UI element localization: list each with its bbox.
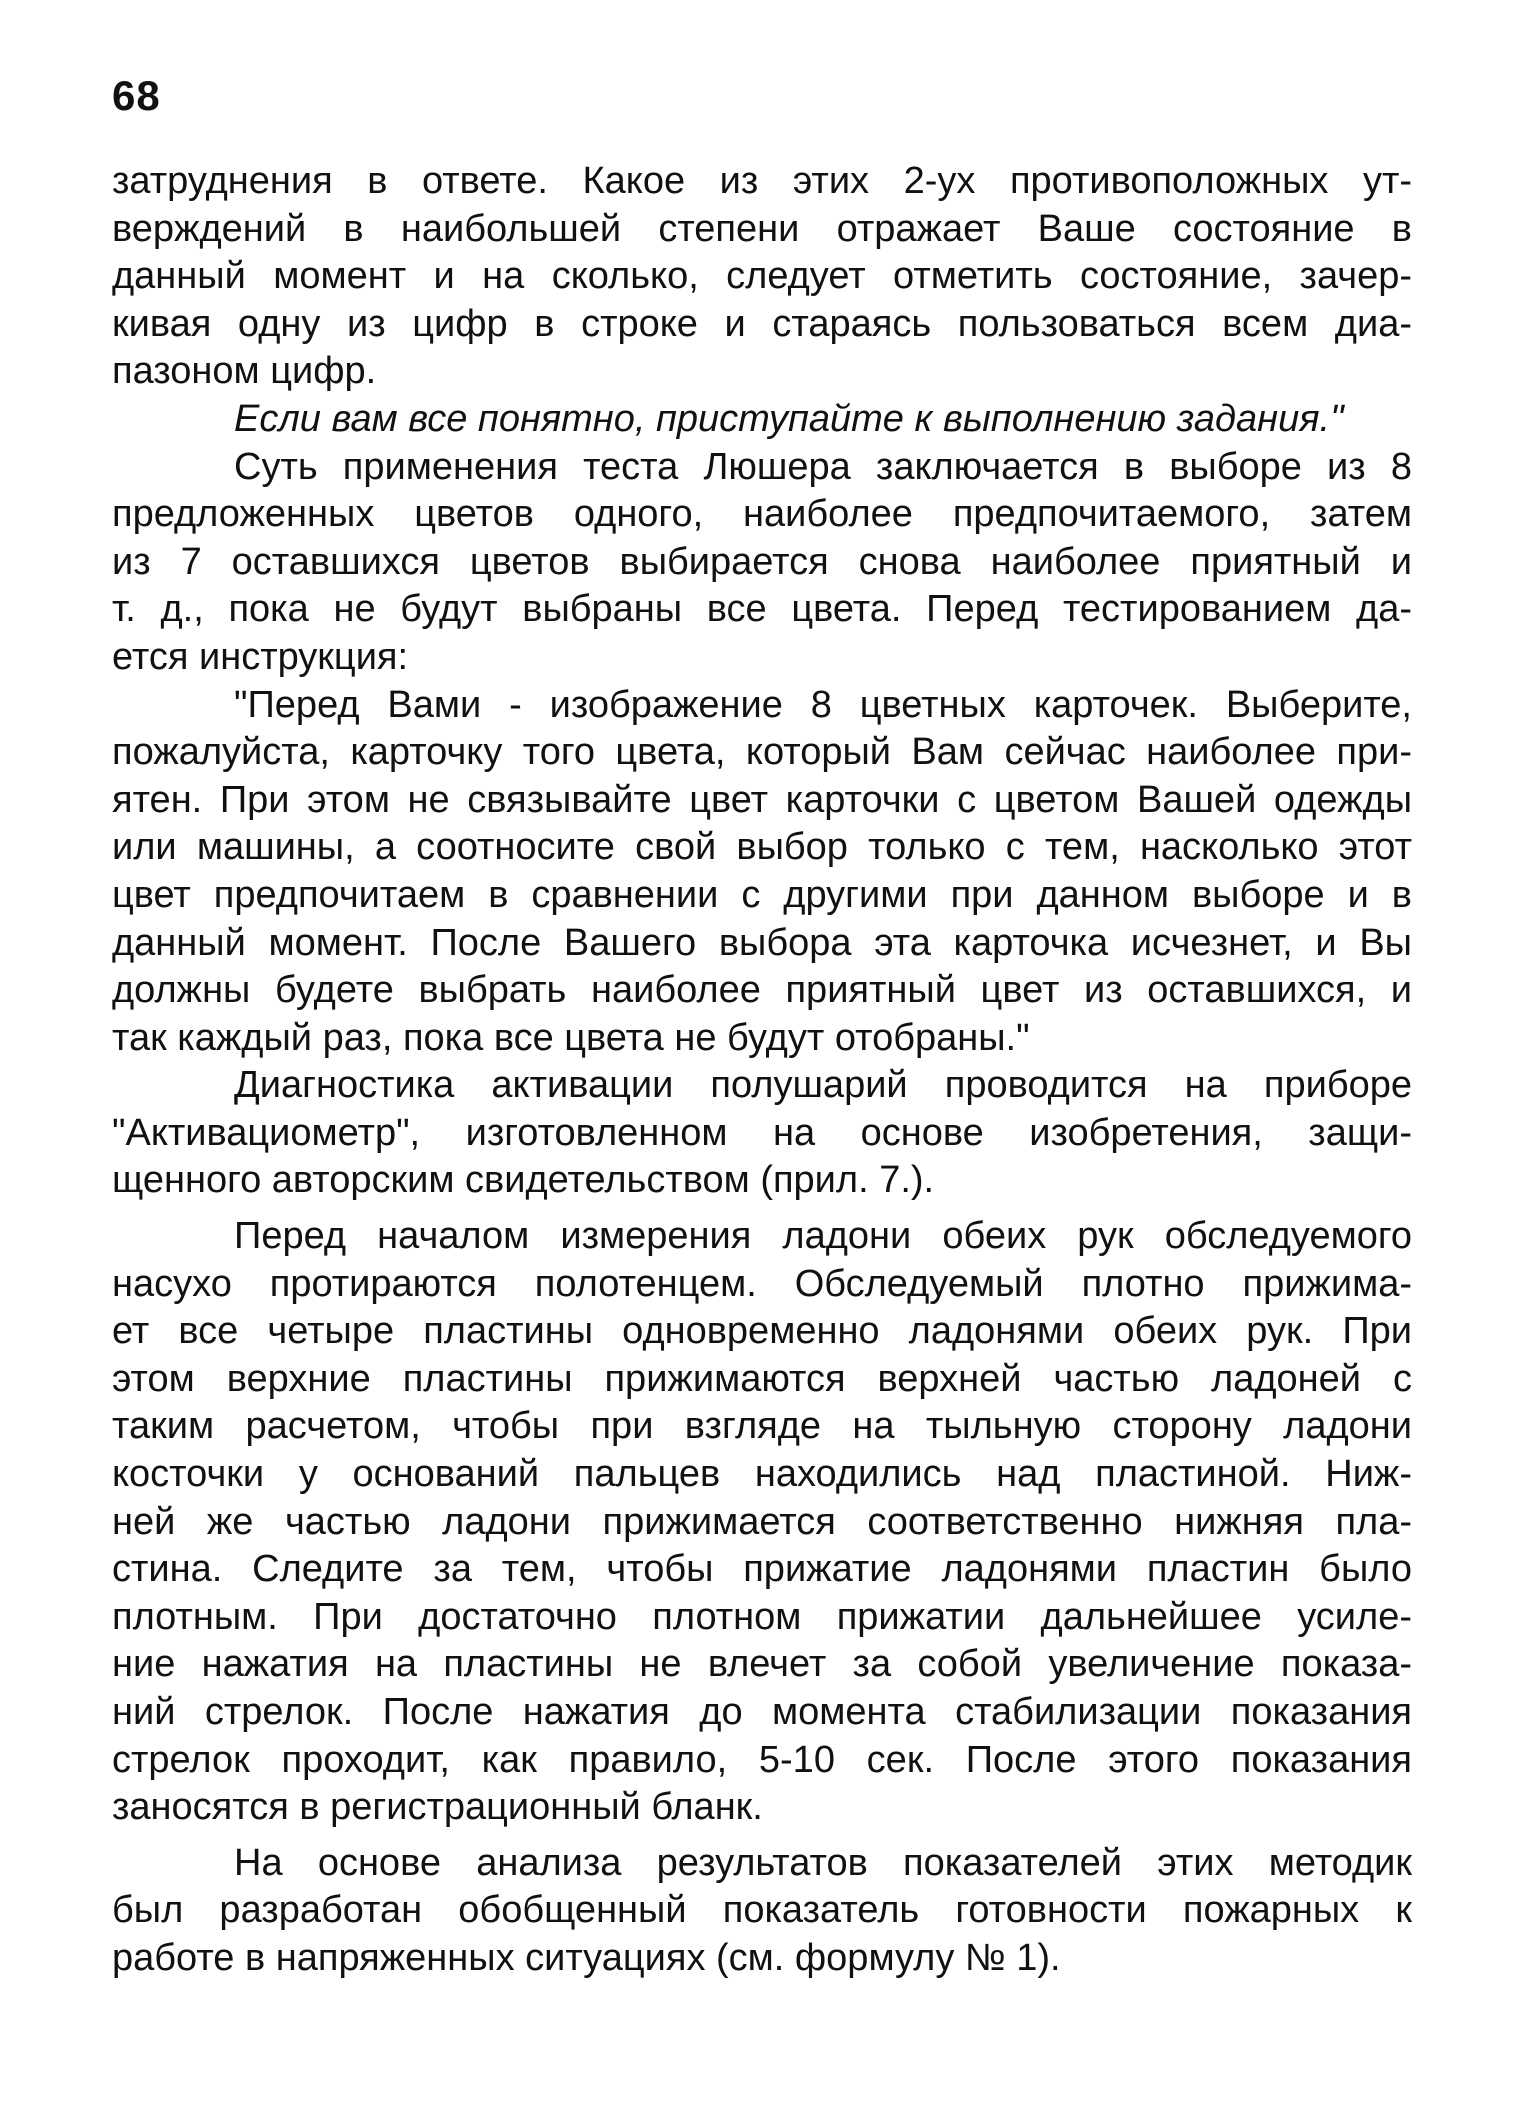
text-line: ет все четыре пластины одновременно ладонями обеих рук. При [112,1310,1412,1353]
text-line: Если вам все понятно, приступайте к выполнению задания." [234,397,1344,440]
text-line: пазоном цифр. [112,350,377,393]
text-line: щенного авторским свидетельством (прил. 7.). [112,1159,935,1202]
text-line: косточки у оснований пальцев находились над пластиной. Ниж- [112,1453,1412,1496]
text-line: ется инструкция: [112,635,409,678]
text-line: этом верхние пластины прижимаются верхней частью ладоней с [112,1357,1412,1400]
text-line: цвет предпочитаем в сравнении с другими при данном выборе и в [112,873,1412,916]
text-line: так каждый раз, пока все цвета не будут отобраны." [112,1016,1030,1059]
text-line: должны будете выбрать наиболее приятный цвет из оставшихся, и [112,969,1412,1012]
text-line: верждений в наибольшей степени отражает Ваше состояние в [112,207,1412,250]
text-line: плотным. При достаточно плотном прижатии дальнейшее усиле- [112,1595,1412,1638]
text-line: "Активациометр", изготовленном на основе изобретения, защи- [112,1111,1412,1154]
paragraph-luscher-test [112,444,1412,682]
text-line: или машины, а соотносите свой выбор только с тем, насколько этот [112,826,1412,869]
page-number: 68 [112,72,161,119]
paragraph-conclusion [112,1840,1412,1983]
text-line: из 7 оставшихся цветов выбирается снова наиболее приятный и [112,540,1412,583]
text-line: ятен. При этом не связывайте цвет карточки с цветом Вашей одежды [112,778,1412,821]
text-line: ней же частью ладони прижимается соответственно нижняя пла- [112,1500,1412,1543]
paragraph-quoted-instruction [112,682,1412,1063]
text-line: насухо протираются полотенцем. Обследуемый плотно прижима- [112,1262,1412,1305]
text-line: кивая одну из цифр в строке и стараясь пользоваться всем диа- [112,302,1412,345]
text-line: т. д., пока не будут выбраны все цвета. Перед тестированием да- [112,588,1412,631]
text-line: таким расчетом, чтобы при взгляде на тыльную сторону ладони [112,1405,1412,1448]
paragraph-hemisphere-diagnostics [112,1062,1412,1205]
text-line: Диагностика активации полушарий проводится на приборе [234,1064,1412,1107]
text-line: работе в напряженных ситуациях (см. формулу № 1). [112,1936,1061,1979]
text-line: ний стрелок. После нажатия до момента стабилизации показания [112,1691,1412,1733]
text-line: ние нажатия на пластины не влечет за собой увеличение показа- [112,1643,1412,1686]
text-line: стина. Следите за тем, чтобы прижатие ладонями пластин было [112,1548,1412,1591]
text-line: пожалуйста, карточку того цвета, который Вам сейчас наиболее при- [112,731,1412,774]
body-text [112,158,1412,1983]
text-line: заносятся в регистрационный бланк. [112,1786,763,1829]
paragraph-measurement-procedure [112,1213,1412,1832]
text-line: стрелок проходит, как правило, 5-10 сек. После этого показания [112,1738,1412,1781]
text-line: был разработан обобщенный показатель готовности пожарных к [112,1889,1412,1932]
text-line: Перед началом измерения ладони обеих рук обследуемого [234,1215,1412,1258]
text-line: "Перед Вами - изображение 8 цветных карточек. Выберите, [234,683,1412,726]
paragraph-continuation [112,158,1412,396]
text-line: затруднения в ответе. Какое из этих 2-ух противоположных ут- [112,160,1412,202]
text-line: предложенных цветов одного, наиболее предпочитаемого, затем [112,493,1412,536]
text-line: Суть применения теста Люшера заключается в выборе из 8 [234,445,1412,488]
text-line: данный момент и на сколько, следует отметить состояние, зачер- [112,255,1412,298]
paragraph-instruction-end [112,396,1412,444]
text-line: На основе анализа результатов показателей этих методик [234,1841,1412,1884]
text-line: данный момент. После Вашего выбора эта карточка исчезнет, и Вы [112,921,1412,964]
